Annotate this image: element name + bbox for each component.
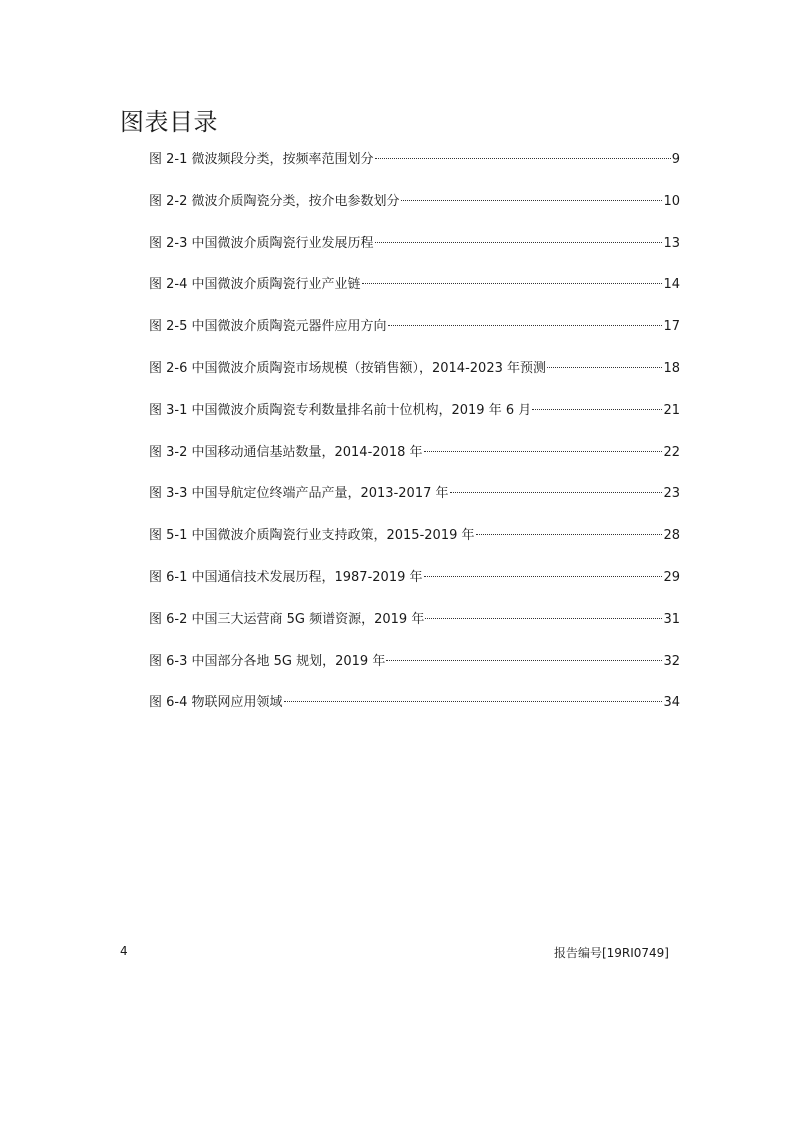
toc-entry-page: 14	[663, 277, 680, 293]
toc-entry-label: 图 3-3 中国导航定位终端产品产量，2013-2017 年	[149, 486, 449, 502]
toc-dot-leader	[476, 534, 663, 535]
toc-entry-page: 23	[663, 486, 680, 502]
toc-dot-leader	[401, 200, 663, 201]
toc-entry[interactable]	[149, 441, 680, 483]
footer-report-id: 报告编号[19RI0749]	[553, 946, 669, 960]
toc-entry-page: 17	[663, 319, 680, 335]
toc-entry-page: 29	[663, 569, 680, 585]
toc-entry-page: 21	[663, 402, 680, 418]
toc-entry-label: 图 2-2 微波介质陶瓷分类，按介电参数划分	[149, 193, 400, 209]
page-title: 图表目录	[120, 108, 218, 136]
toc-entry[interactable]	[149, 482, 680, 524]
toc-entry[interactable]	[149, 190, 680, 232]
toc-entry[interactable]	[149, 357, 680, 399]
toc-entry-page: 10	[663, 193, 680, 209]
toc-dot-leader	[450, 492, 663, 493]
toc-dot-leader	[532, 409, 662, 410]
toc-dot-leader	[375, 242, 663, 243]
toc-entry[interactable]	[149, 524, 680, 566]
toc-dot-leader	[386, 660, 662, 661]
toc-entry[interactable]	[149, 273, 680, 315]
toc-dot-leader	[284, 701, 663, 702]
footer-page-number: 4	[120, 944, 128, 958]
toc-entry-label: 图 6-1 中国通信技术发展历程，1987-2019 年	[149, 569, 423, 585]
toc-entry[interactable]	[149, 650, 680, 692]
toc-entry-label: 图 2-3 中国微波介质陶瓷行业发展历程	[149, 235, 374, 251]
toc-entry[interactable]	[149, 566, 680, 608]
toc-entry-label: 图 6-2 中国三大运营商 5G 频谱资源，2019 年	[149, 611, 425, 627]
toc-entry-label: 图 3-1 中国微波介质陶瓷专利数量排名前十位机构，2019 年 6 月	[149, 402, 532, 418]
toc-entry-label: 图 5-1 中国微波介质陶瓷行业支持政策，2015-2019 年	[149, 528, 475, 544]
toc-entry-page: 9	[671, 152, 680, 167]
toc-entry-page: 13	[663, 235, 680, 251]
toc-dot-leader	[424, 576, 663, 577]
toc-dot-leader	[388, 325, 663, 326]
toc-dot-leader	[362, 283, 663, 284]
toc-dot-leader	[424, 451, 663, 452]
toc-dot-leader	[375, 158, 671, 159]
toc-dot-leader	[425, 618, 662, 619]
toc-entry[interactable]	[149, 315, 680, 357]
toc-entry-label: 图 6-4 物联网应用领域	[149, 695, 283, 711]
toc-entry-label: 图 2-6 中国微波介质陶瓷市场规模（按销售额），2014-2023 年预测	[149, 360, 546, 376]
toc-entry[interactable]	[149, 608, 680, 650]
figure-toc-list	[149, 148, 680, 733]
toc-entry-page: 34	[663, 695, 680, 711]
toc-entry-label: 图 2-5 中国微波介质陶瓷元器件应用方向	[149, 319, 387, 335]
toc-entry-page: 32	[663, 653, 680, 669]
toc-entry-label: 图 6-3 中国部分各地 5G 规划，2019 年	[149, 653, 386, 669]
toc-entry[interactable]	[149, 232, 680, 274]
toc-entry[interactable]	[149, 691, 680, 733]
toc-dot-leader	[547, 367, 662, 368]
toc-entry-page: 22	[663, 444, 680, 460]
toc-entry[interactable]	[149, 399, 680, 441]
toc-entry-page: 18	[663, 360, 680, 376]
toc-entry-page: 28	[663, 528, 680, 544]
toc-entry-label: 图 3-2 中国移动通信基站数量，2014-2018 年	[149, 444, 423, 460]
toc-entry[interactable]	[149, 148, 680, 190]
toc-entry-label: 图 2-1 微波频段分类，按频率范围划分	[149, 152, 374, 167]
toc-entry-page: 31	[663, 611, 680, 627]
toc-entry-label: 图 2-4 中国微波介质陶瓷行业产业链	[149, 277, 361, 293]
